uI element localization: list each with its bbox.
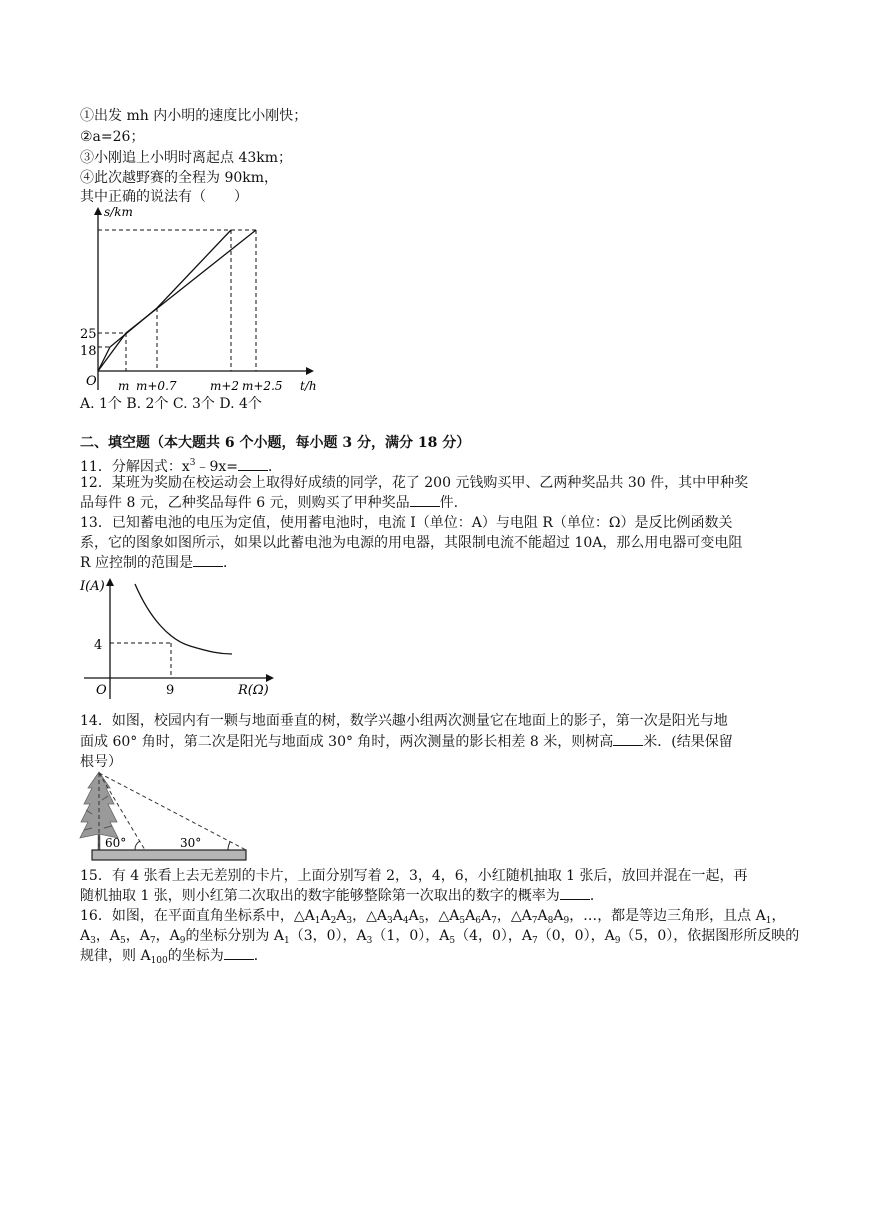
q10-line-xiaogang [98, 230, 231, 371]
q11-exponent: 3 [189, 458, 196, 468]
q10-origin-label: O [86, 374, 97, 389]
q10-x-tick-m25: m+2.5 [242, 379, 283, 393]
q11-prefix: 11．分解因式：x [80, 459, 190, 475]
q13-line1: 13．已知蓄电池的电压为定值，使用蓄电池时，电流 I（单位：A）与电阻 R（单位：Ω）是反比例函数关 [80, 515, 733, 531]
q10-statement-4: ④此次越野赛的全程为 90km， [80, 170, 279, 186]
q10-statement-2: ②a=26； [80, 129, 145, 145]
q11-end: ． [268, 459, 282, 475]
q11-answer-blank[interactable] [238, 458, 268, 471]
q13-origin-label: O [96, 683, 107, 698]
q16-text-a: 16．如图，在平面直角坐标系中，△A [80, 908, 315, 924]
q16-subscript-100: 100 [150, 956, 168, 966]
q16-text-f: 的坐标为 [167, 948, 224, 964]
q16-text-d: ，依据图形所反映的 [673, 928, 800, 944]
q10-y-tick-18: 18 [80, 344, 97, 359]
q13-x-axis-label: R(Ω) [238, 683, 269, 698]
q14-angle-60: 60° [105, 836, 127, 850]
q13-line3 [80, 553, 237, 573]
q10-x-axis-label: t/h [300, 379, 317, 393]
q10-statement-1: ①出发 mh 内小明的速度比小刚快； [80, 108, 308, 124]
q10-x-tick-m07: m+0.7 [136, 379, 177, 393]
q12-end: 件. [439, 495, 459, 511]
q10-options: A. 1个 B. 2个 C. 3个 D. 4个 [80, 396, 262, 412]
q12-line1: 12．某班为奖励在校运动会上取得好成绩的同学，花了 200 元钱购买甲、乙两种奖品共 30 件，其中甲种奖 [80, 475, 749, 491]
q16-end: ． [253, 948, 268, 964]
q12-text: 品每件 8 元，乙种奖品每件 6 元，则购买了甲种奖品 [80, 495, 410, 511]
section2-heading: 二、填空题（本大题共 6 个小题，每小题 3 分，满分 18 分） [80, 435, 471, 451]
q10-y-arrow [94, 207, 102, 215]
q14-line3: 根号） [80, 754, 122, 770]
q16-a: A [80, 928, 91, 944]
q13-line2: 系，它的图象如图所示，如果以此蓄电池为电源的用电器，其限制电流不能超过 10A，那么用电器可变电阻 [80, 535, 743, 551]
q12-line2 [80, 493, 458, 513]
q14-line2 [80, 732, 733, 752]
q13-answer-blank[interactable] [193, 554, 223, 567]
q13-hyperbola [135, 584, 232, 654]
q11-suffix: ﹣9x= [195, 459, 238, 475]
q13-x-tick: 9 [166, 683, 175, 698]
q10-distance-time-graph [80, 205, 330, 395]
q16-line3 [80, 946, 268, 971]
q16-text-e: 规律，则 A [80, 948, 151, 964]
q14-answer-blank[interactable] [613, 733, 643, 746]
q12-answer-blank[interactable] [410, 494, 440, 507]
q14-text: 面成 60° 角时，第二次是阳光与地面成 30° 角时，两次测量的影长相差 8 米，则树高 [80, 734, 614, 750]
q10-x-arrow [306, 367, 314, 375]
q10-y-axis-label: s/km [104, 205, 133, 219]
q15-end: ． [589, 888, 604, 904]
q16-line2: $A_3$，$A_5$，$A_7$，$A_9$的坐标分别为 $A_1(3$，0），$A_3(1$，0），$A_5(4$，0），$A_7(0$，0），$A_9(5$，0），依据图形所反映的 [80, 928, 800, 946]
ground-bar [92, 850, 246, 860]
q16-answer-blank[interactable] [224, 947, 254, 960]
q10-line-xiaoming [98, 230, 256, 371]
q13-y-axis-label: I(A) [80, 579, 105, 594]
q15-line1: 15．有 4 张看上去无差别的卡片，上面分别写着 2，3，4，6，小红随机抽取 1 张后，放回并混在一起，再 [80, 868, 748, 884]
q10-statement-3: ③小刚追上小明时离起点 43km； [80, 150, 293, 166]
q15-text: 随机抽取 1 张，则小红第二次取出的数字能够整除第一次取出的数字的概率为 [80, 888, 560, 904]
q10-x-tick-m: m [118, 379, 130, 393]
q16-text-c: 的坐标分别为 A [185, 928, 284, 944]
q14-end: 米．(结果保留 [643, 734, 733, 750]
q13-y-tick: 4 [94, 638, 103, 653]
q14-angle-30: 30° [180, 836, 202, 850]
q13-current-resistance-graph [80, 574, 280, 702]
q10-x-tick-m2: m+2 [210, 379, 240, 393]
q10-prompt: 其中正确的说法有（ ） [80, 189, 248, 205]
q14-tree-shadow-figure [78, 770, 258, 866]
q13-end: ． [223, 555, 237, 571]
q14-line1: 14．如图，校园内有一颗与地面垂直的树，数学兴趣小组两次测量它在地面上的影子，第一次是阳光与地 [80, 713, 728, 729]
q13-text: R 应控制的范围是 [80, 555, 193, 571]
q15-answer-blank[interactable] [560, 887, 590, 900]
q16-text-b: ，都是等边三角形，且点 A [597, 908, 766, 924]
q10-y-tick-25: 25 [80, 327, 97, 342]
q16-line1: 16．如图，在平面直角坐标系中，$\triangle A_1A_2A_3$，$\triangle A_3A_4A_5$，$\triangle A_5A_6A_7$，$\triangle A_7A_8A_9$，…，都是等边三角形，且点 $A_1$， [80, 908, 786, 926]
q15-line2 [80, 886, 604, 906]
